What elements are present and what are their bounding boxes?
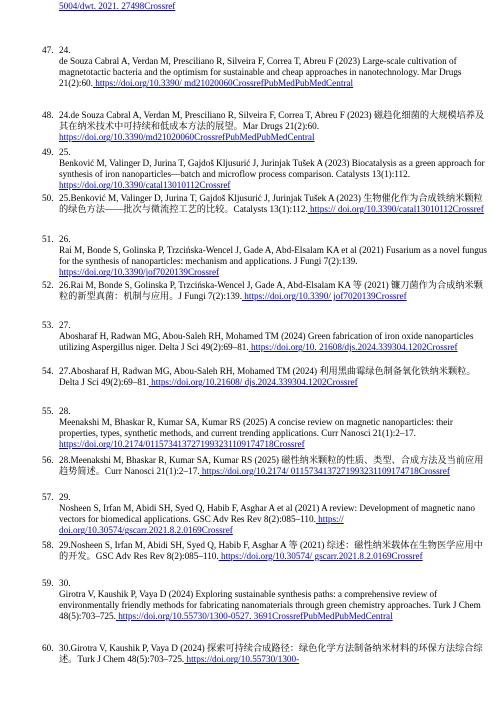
citation-text: Meenakshi M, Bhaskar R, Kumar SA, Kumar RS (2025) A concise review on magnetic nanoparticles: their properties, types, synthetic methods, and current trending applications. Curr Nanosci 21(1):2–17.: [59, 417, 453, 439]
citation-text: Girotra V, Kaushik P, Vaya D (2024) Exploring sustainable synthesis paths: a comprehensive review of environmentally friendly methods for fabricating nanomaterials through green chemistry approaches. Turk J Chem 48(5):703–725.: [59, 589, 481, 622]
reference-body: [59, 234, 490, 278]
doi-link[interactable]: https://doi.org/10.2174/0115734137271993231109174718Crossref: [59, 439, 305, 450]
reference-number: 54.: [42, 366, 54, 376]
original-reference-label: 25.: [59, 147, 71, 157]
citation-text: de Souza Cabral A, Verdan M, Presciliano R, Silveira F, Correa T, Abreu F (2023) Large-scale cultivation of magnetotactic bacteria and the optimism for sustainable and cheap approaches in nanotechnology. Mar Drugs 21(2):60.: [59, 56, 462, 89]
doi-link[interactable]: https://doi.org/10.55730/1300-: [186, 654, 300, 665]
doi-link[interactable]: https://doi.org/10.3390/ md21020060CrossrefPubMedPubMedCentral: [95, 78, 354, 89]
reference-body: [59, 147, 490, 191]
doi-link[interactable]: https://doi.org/10.3390/catal13010112Crossref: [59, 180, 231, 191]
original-reference-label: 30.: [59, 578, 71, 588]
reference-number: 47.: [42, 45, 54, 55]
reference-entry-translation: [42, 280, 490, 302]
reference-number: 48.: [42, 110, 54, 120]
citation-text-chinese: 24.de Souza Cabral A, Verdan M, Presciliano R, Silveira F, Correa T, Abreu F (2023) 磁趋化细菌的大规模培养及其在纳米技术中可持续和低成本方法的展望。Mar Drugs 21(2):60.: [59, 110, 485, 132]
citation-text-chinese: 25.Benković M, Valinger D, Jurina T, Gajdoš Kljusurić J, Jurinjak Tušek A (2023) 生物催化作为合成铁纳米颗粒的绿色方法——批次与微流控工艺的比较。Catalysts 13(1):112.: [59, 193, 483, 215]
reference-entry-translation: [42, 110, 490, 143]
reference-body: [59, 193, 490, 215]
reference-body: [59, 540, 490, 562]
doi-link[interactable]: https:// doi.org/10.30574/gscarr.2021.8.2.0169Crossref: [59, 514, 344, 536]
reference-entry-translation: [42, 540, 490, 562]
reference-number: 51.: [42, 234, 54, 244]
reference-number: 56.: [42, 455, 54, 465]
intro-doi-link[interactable]: 5004/dwt. 2021. 27498Crossref: [59, 1, 176, 11]
doi-link[interactable]: https:// doi.org/10.3390/catal13010112Crossref: [310, 204, 484, 215]
doi-link[interactable]: https://doi.org/10.30574/ gscarr.2021.8.2.0169Crossref: [220, 551, 423, 562]
reference-number: 57.: [42, 492, 54, 502]
doi-link[interactable]: https://doi.org/10.2174/ 0115734137271993231109174718Crossref: [201, 466, 450, 477]
reference-entry: [42, 147, 490, 191]
reference-body: [59, 492, 490, 536]
original-reference-label: 28.: [59, 406, 71, 416]
reference-entry: [42, 492, 490, 536]
reference-number: 58.: [42, 540, 54, 550]
reference-entry-translation: [42, 193, 490, 215]
original-reference-label: 29.: [59, 492, 71, 502]
citation-text-chinese: 27.Abosharaf H, Radwan MG, Abou-Saleh RH, Mohamed TM (2024) 利用黑曲霉绿色制备氧化铁纳米颗粒。Delta J Sci 49(2):69–81.: [59, 366, 476, 388]
reference-number: 52.: [42, 280, 54, 290]
reference-entry-translation: [42, 366, 490, 388]
doi-link[interactable]: https://doi.org/10.21608/ djs.2024.339304.1202Crossref: [151, 377, 358, 388]
reference-entry: [42, 45, 490, 89]
reference-number: 50.: [42, 193, 54, 203]
reference-number: 59.: [42, 578, 54, 588]
reference-entry-translation: [42, 455, 490, 477]
doi-link[interactable]: https://doi.org/10. 21608/djs.2024.339304.1202Crossref: [251, 342, 458, 353]
citation-text: Abosharaf H, Radwan MG, Abou-Saleh RH, Mohamed TM (2024) Green fabrication of iron oxide nanoparticles utilizing Aspergillus niger. Delta J Sci 49(2):69–81.: [59, 331, 474, 353]
reference-body: [59, 578, 490, 622]
citation-text: Benković M, Valinger D, Jurina T, Gajdoš Kljusurić J, Jurinjak Tušek A (2023) Biocatalysis as a green approach for synthesis of iron nanoparticles—batch and microflow process comparison. Catalysts 13(1):112.: [59, 158, 485, 180]
citation-text-chinese: 26.Rai M, Bonde S, Golinska P, Trzcińska-Wencel J, Gade A, Abd-Elsalam KA 等 (2021) 镰刀菌作为合成纳米颗粒的新型真菌：机制与应用。J Fungi 7(2):139.: [59, 280, 483, 302]
reference-body: [59, 366, 490, 388]
reference-entry: [42, 320, 490, 353]
reference-body: [59, 406, 490, 450]
reference-body: [59, 280, 490, 302]
reference-body: [59, 45, 490, 89]
reference-entry: [42, 234, 490, 278]
reference-body: [59, 320, 490, 353]
reference-entry: [42, 406, 490, 450]
citation-text: Rai M, Bonde S, Golinska P, Trzcińska-Wencel J, Gade A, Abd-Elsalam KA et al (2021) Fusarium as a novel fungus for the synthesis of nanoparticles: mechanism and applications. J Fungi 7(2):139.: [59, 245, 487, 267]
continued-reference-fragment: [59, 1, 489, 12]
original-reference-label: 27.: [59, 320, 71, 330]
original-reference-label: 26.: [59, 234, 71, 244]
doi-link[interactable]: https://doi.org/10.3390/md21020060CrossrefPubMedPubMedCentral: [59, 132, 315, 143]
doi-link[interactable]: https://doi.org/10.3390/ jof7020139Crossref: [244, 291, 407, 302]
original-reference-label: 24.: [59, 45, 71, 55]
reference-body: [59, 643, 490, 665]
reference-body: [59, 110, 490, 143]
reference-number: 60.: [42, 643, 54, 653]
reference-body: [59, 455, 490, 477]
citation-text-chinese: 28.Meenakshi M, Bhaskar R, Kumar SA, Kumar RS (2025) 磁性纳米颗粒的性质、类型、合成方法及当前应用趋势简述。Curr Nanosci 21(1):2–17.: [59, 455, 484, 477]
reference-number: 55.: [42, 406, 54, 416]
doi-link[interactable]: https://doi.org/10.3390/jof7020139Crossref: [59, 267, 220, 278]
reference-entry: [42, 578, 490, 622]
citation-text: Nosheen S, Irfan M, Abidi SH, Syed Q, Habib F, Asghar A et al (2021) A review: Development of magnetic nano vectors for biomedical applications. GSC Adv Res Rev 8(2):085–110.: [59, 503, 475, 525]
doi-link[interactable]: https://doi.org/10.55730/1300-0527. 3691CrossrefPubMedPubMedCentral: [118, 611, 393, 622]
reference-number: 53.: [42, 320, 54, 330]
reference-entry-translation: [42, 643, 490, 665]
citation-text-chinese: 29.Nosheen S, Irfan M, Abidi SH, Syed Q, Habib F, Asghar A 等 (2021) 综述：磁性纳米载体在生物医学应用中的开发。GSC Adv Res Rev 8(2):085–110.: [59, 540, 483, 562]
reference-number: 49.: [42, 147, 54, 157]
citation-text-chinese: 30.Girotra V, Kaushik P, Vaya D (2024) 探索可持续合成路径：绿色化学方法制备纳米材料的环保方法综合综述。Turk J Chem 48(5):703–725.: [59, 643, 483, 665]
